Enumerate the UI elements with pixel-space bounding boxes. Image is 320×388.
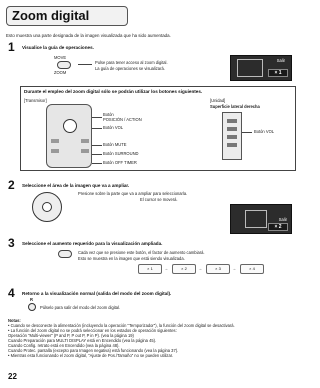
step-2-number: 2 [8,178,15,192]
step-1-desc-1: Pulse para tener acceso al zoom digital. [95,60,168,65]
return-key-label: R [30,297,33,302]
center-button-icon [42,202,52,212]
remote-button-icon [51,149,59,153]
callout-line [242,132,252,133]
screen-graphic [230,204,292,234]
unit-button-icon [227,135,237,139]
label-mute: Botón MUTE [103,142,127,147]
label-position-2: POSICIÓN / ACTION [103,117,142,122]
unit-button-icon [227,127,237,131]
screen-graphic [230,55,292,81]
unit-side-graphic [222,112,242,160]
label-position-1: Botón [103,112,114,117]
note-line: Operación "Multi-viewer" (P and P, P out P, P in P). (vea la página 19) [8,333,134,338]
step-3-title: Seleccione el aumento requerido para la visualización ampliada. [22,241,163,246]
step-1-desc-2: La guía de operaciones se visualizará. [95,66,165,71]
zoom-label: ZOOM [54,70,67,75]
note-line: Cuando Protec. pantalla (excepto para Imagen negativa) está funcionando (vea la página 37). [8,348,179,353]
callout-line [92,154,102,155]
zoom-factor-badge: × 2 [268,223,288,231]
remote-button-icon [81,139,89,143]
remote-control-graphic [46,104,92,168]
move-zoom-button-graphic [52,55,78,77]
remote-button-icon [51,139,59,143]
note-line: Cuando Config. retrato está en Encendido (vea la página 48). [8,343,120,348]
notes-heading: Notas: [8,318,21,323]
note-line: Cuando Preparación para MULTI DISPLAY está en Encendido (vea la página 45). [8,338,157,343]
callout-line [92,163,102,164]
label-surround: Botón SURROUND [103,151,139,156]
step-1-title: Visualice la guía de operaciones. [22,45,94,50]
step-4-number: 4 [8,286,15,300]
page-number: 22 [8,372,17,381]
zoom-factor-x3: × 3 [206,264,230,274]
step-4-title: Retorno a la visualización normal (salida del modo del zoom digital). [22,291,172,296]
step-3-number: 3 [8,236,15,250]
step-1-number: 1 [8,40,15,54]
position-pad-icon [32,192,62,222]
zoom-area-frame [245,210,267,228]
zoom-factor-x4: × 4 [240,264,264,274]
label-vol: Botón VOL [103,125,124,130]
arrow-icon: → [198,266,203,271]
move-label: MOVE [54,55,67,60]
callout-line [92,117,102,118]
position-pad-icon [63,119,77,133]
label-off-timer: Botón OFF TIMER [103,160,137,165]
label-unit-vol: Botón VOL [254,129,275,134]
step-2-title: Seleccione el área de la imagen que va a ampliar. [22,183,130,188]
callout-line [92,145,102,146]
exit-label: Salir [276,58,285,63]
exit-label: Salir [278,217,287,222]
note-line: • La función del zoom digital no se podrá seleccionar en los estados de operación siguientes: [8,328,177,333]
callout-line [92,128,102,129]
unit-subheading: Superficie lateral derecha [210,104,260,109]
zoom-factor-x2: × 2 [172,264,196,274]
arrow-icon: → [232,266,237,271]
note-line: • Mientras esta funcionando el zoom digital, "Ajuste de Pos./Tamaño" no se pueden utilizar. [8,353,174,358]
unit-button-icon [227,143,237,147]
zoom-button-icon [58,250,72,258]
zoom-area-frame [237,59,263,77]
zoom-factor-badge: × 1 [268,69,288,77]
page-title: Zoom digital [12,8,90,23]
unit-heading: [Unidad] [210,98,226,103]
zoom-button-icon [57,61,71,69]
callout-line [78,64,92,65]
return-button-icon [28,303,36,311]
unit-button-icon [227,119,237,123]
step-3-desc-1: Cada vez que se presione este botón, el factor de aumento cambiará. [78,250,205,255]
remote-button-icon [81,149,89,153]
step-4-desc: Púlselo para salir del modo del zoom digital. [40,305,121,310]
step-3-desc-2: Esto se muestra en la imagen que está siendo visualizada. [78,256,185,261]
arrow-icon: → [164,266,169,271]
step-2-desc-1: Presione sobre la parte que va a ampliar para seleccionarla. [78,191,188,196]
note-line: • Cuando se desconecte la alimentación (incluyendo la operación "Temporizador"), la función del zoom digital se desactivará. [8,323,235,328]
panel-title: Durante el empleo del zoom digital sólo se podrán utilizar los botones siguientes. [24,89,203,94]
step-2-desc-2: El cursor se moverá. [140,197,178,202]
transmitter-heading: [Transmisor] [24,98,47,103]
intro-text: Esto muestra una parte designada de la imagen visualizada que ha sido aumentada. [6,33,171,38]
zoom-factor-x1: × 1 [138,264,162,274]
